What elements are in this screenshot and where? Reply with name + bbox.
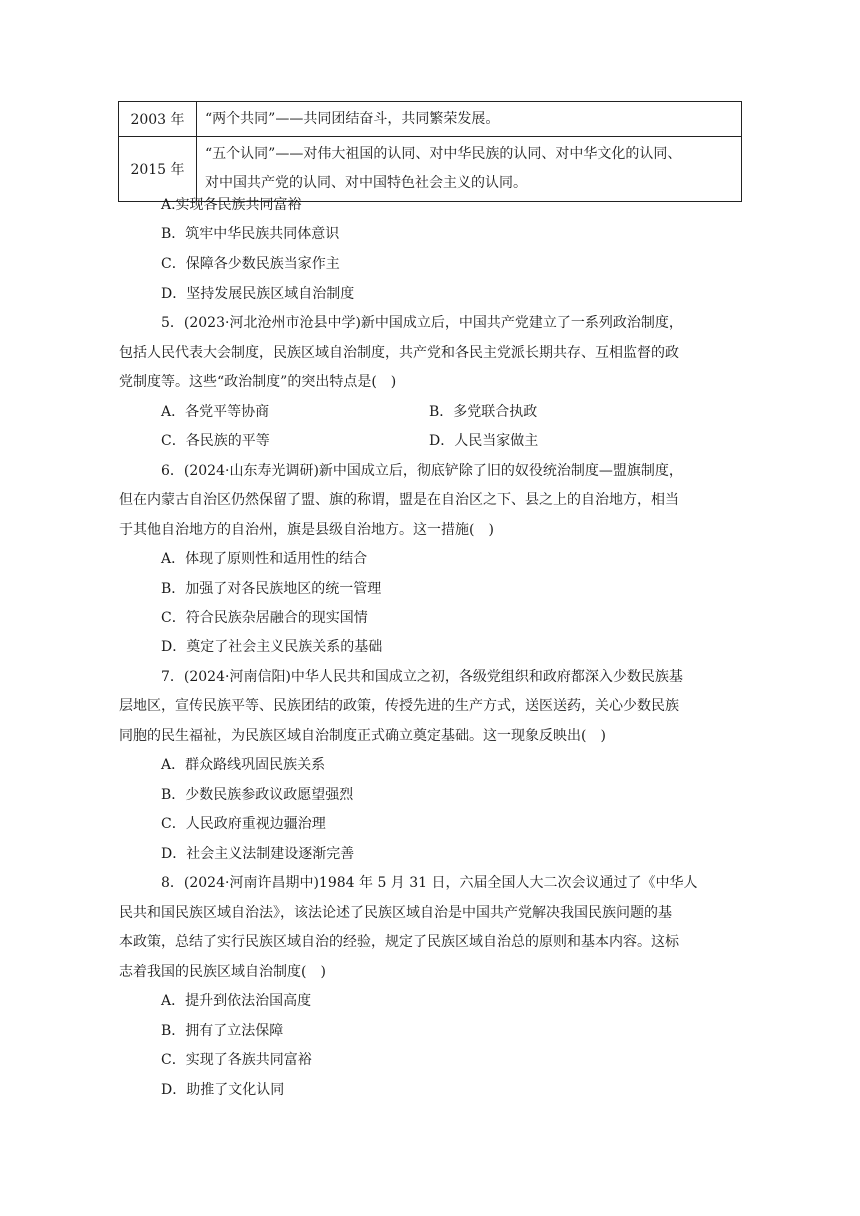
- q7-option-c[interactable]: C．人民政府重视边疆治理: [161, 816, 326, 832]
- q5-option-c[interactable]: C．各民族的平等: [161, 433, 270, 449]
- q6-option-c[interactable]: C．符合民族杂居融合的现实国情: [161, 610, 368, 626]
- q5-option-b[interactable]: B．多党联合执政: [429, 404, 538, 420]
- policy-table: [118, 101, 742, 202]
- table-row: [119, 137, 742, 202]
- q7-stem: 层地区，宣传民族平等、民族团结的政策，传授先进的生产方式，送医送药，关心少数民族: [119, 698, 679, 714]
- q5-stem: 包括人民代表大会制度，民族区域自治制度，共产党和各民主党派长期共存、互相监督的政: [119, 345, 679, 361]
- q6-option-b[interactable]: B．加强了对各民族地区的统一管理: [161, 581, 382, 597]
- q8-stem: 8．(2024·河南许昌期中)1984 年 5 月 31 日，六届全国人大二次会议通过了《中华人: [161, 875, 698, 891]
- q6-option-a[interactable]: A．体现了原则性和适用性的结合: [161, 551, 368, 567]
- q6-stem: 于其他自治地方的自治州，旗是县级自治地方。这一措施( ): [119, 522, 494, 538]
- q8-option-c[interactable]: C．实现了各族共同富裕: [161, 1052, 312, 1068]
- q7-option-b[interactable]: B．少数民族参政议政愿望强烈: [161, 787, 354, 803]
- q5-stem: 5．(2023·河北沧州市沧县中学)新中国成立后，中国共产党建立了一系列政治制度，: [161, 315, 683, 331]
- q4-option-a[interactable]: A.实现各民族共同富裕: [161, 197, 302, 213]
- q5-stem: 党制度等。这些“政治制度”的突出特点是( ): [119, 374, 397, 390]
- policy-text: “两个共同”——共同团结奋斗，共同繁荣发展。: [205, 111, 500, 127]
- year-cell: 2003 年: [119, 102, 197, 137]
- q4-option-c[interactable]: C．保障各少数民族当家作主: [161, 256, 340, 272]
- table-row: [119, 102, 742, 137]
- q8-stem: 本政策，总结了实行民族区域自治的经验，规定了民族区域自治总的原则和基本内容。这标: [119, 934, 679, 950]
- q8-option-a[interactable]: A．提升到依法治国高度: [161, 993, 312, 1009]
- q8-stem: 民共和国民族区域自治法》，该法论述了民族区域自治是中国共产党解决我国民族问题的基: [119, 905, 672, 921]
- q8-option-b[interactable]: B．拥有了立法保障: [161, 1023, 284, 1039]
- q7-option-d[interactable]: D．社会主义法制建设逐渐完善: [161, 846, 355, 862]
- policy-cell: [197, 102, 742, 137]
- q7-stem: 同胞的民生福祉，为民族区域自治制度正式确立奠定基础。这一现象反映出( ): [119, 728, 606, 744]
- q4-option-b[interactable]: B．筑牢中华民族共同体意识: [161, 226, 340, 242]
- year-cell: 2015 年: [119, 137, 197, 202]
- q5-option-a[interactable]: A．各党平等协商: [161, 404, 270, 420]
- q6-option-d[interactable]: D．奠定了社会主义民族关系的基础: [161, 639, 383, 655]
- q4-option-d[interactable]: D．坚持发展民族区域自治制度: [161, 286, 355, 302]
- q8-stem: 志着我国的民族区域自治制度( ): [119, 964, 326, 980]
- policy-cell: [197, 137, 742, 202]
- q7-stem: 7．(2024·河南信阳)中华人民共和国成立之初，各级党组织和政府都深入少数民族基: [161, 669, 683, 685]
- q6-stem: 6．(2024·山东寿光调研)新中国成立后，彻底铲除了旧的奴役统治制度—盟旗制度，: [161, 463, 683, 479]
- q5-option-d[interactable]: D．人民当家做主: [429, 433, 539, 449]
- q8-option-d[interactable]: D．助推了文化认同: [161, 1082, 285, 1098]
- policy-text: “五个认同”——对伟大祖国的认同、对中华民族的认同、对中华文化的认同、: [205, 146, 682, 162]
- policy-text: 对中国共产党的认同、对中国特色社会主义的认同。: [205, 175, 527, 191]
- q7-option-a[interactable]: A．群众路线巩固民族关系: [161, 757, 326, 773]
- q6-stem: 但在内蒙古自治区仍然保留了盟、旗的称谓，盟是在自治区之下、县之上的自治地方，相当: [119, 492, 679, 508]
